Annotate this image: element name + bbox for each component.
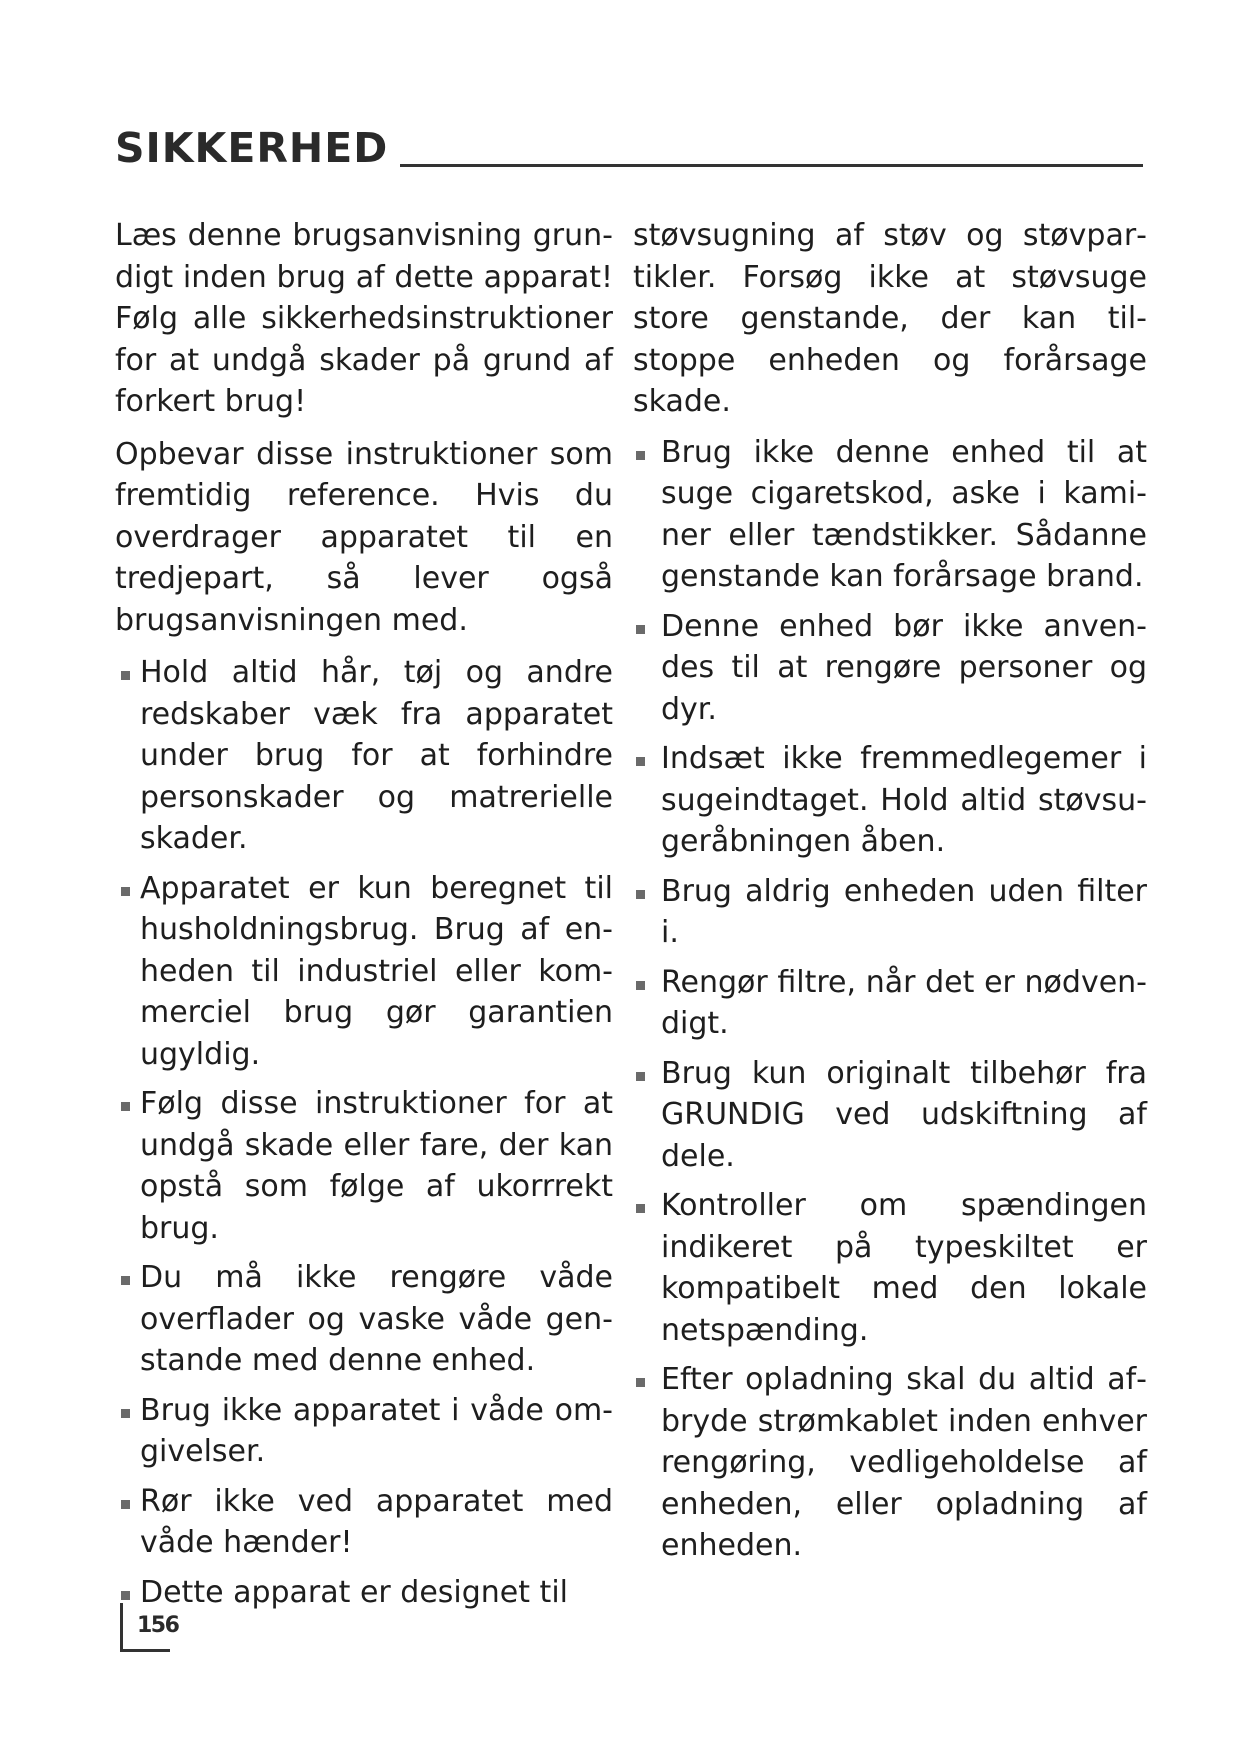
list-item-text: Du må ikke rengøre våde overflader og vaske våde genstande med denne enhed.	[140, 1260, 613, 1378]
list-item-text: Indsæt ikke fremmedlegemer i sugeindtaget. Hold altid støvsugeråbningen åben.	[661, 741, 1147, 859]
list-item	[633, 738, 1147, 863]
list-item	[633, 871, 1147, 954]
page-number: 156	[137, 1613, 179, 1638]
list-item-text: Brug ikke denne enhed til at suge cigaretskod, aske i kaminer eller tændstikker. Sådanne genstande kan forårsage brand.	[661, 434, 1147, 594]
left-column	[115, 215, 613, 1621]
list-item-text: Kontroller om spændingen indikeret på typeskiltet er kompatibelt med den lokale netspænding.	[661, 1188, 1147, 1348]
square-bullet-icon	[121, 1591, 130, 1600]
safety-list	[633, 432, 1147, 1567]
list-item-text: Denne enhed bør ikke anvendes til at rengøre personer og dyr.	[661, 608, 1147, 727]
list-item	[633, 606, 1147, 731]
continuation-text: støvsugning af støv og støvpartikler. Forsøg ikke at støvsuge store genstande, der kan tilstoppe enheden og forårsage skade.	[633, 218, 1147, 419]
list-item	[633, 1185, 1147, 1351]
list-item-text: Dette apparat er designet til	[140, 1574, 568, 1610]
list-item-text: Apparatet er kun beregnet til husholdningsbrug. Brug af enheden til industriel eller kommerciel brug gør garantien ugyldig.	[140, 870, 613, 1072]
list-item	[115, 1481, 613, 1564]
list-item	[115, 1572, 613, 1614]
list-item-text: Brug ikke apparatet i våde omgivelser.	[140, 1392, 613, 1469]
list-item-text: Hold altid hår, tøj og andre redskaber væk fra apparatet under brug for at forhindre personskader og matrerielle skader.	[140, 655, 613, 856]
list-item	[115, 868, 613, 1076]
section-header	[115, 124, 1115, 172]
square-bullet-icon	[636, 1072, 645, 1081]
list-item-text: Brug aldrig enheden uden filter i.	[661, 873, 1147, 950]
square-bullet-icon	[121, 671, 130, 680]
intro-paragraph: Opbevar disse instruktioner som fremtidig reference. Hvis du overdrager apparatet til en tredjepart, så lever også brugsanvisningen med.	[115, 436, 613, 638]
square-bullet-icon	[121, 1102, 130, 1111]
square-bullet-icon	[121, 1409, 130, 1418]
page-title: SIKKERHED	[115, 124, 389, 172]
list-item-text: Efter opladning skal du altid afbryde strømkablet inden enhver rengøring, vedligeholdelse af enheden, eller opladning af enheden.	[661, 1362, 1147, 1563]
square-bullet-icon	[121, 1276, 130, 1285]
list-item	[633, 1359, 1147, 1567]
square-bullet-icon	[121, 887, 130, 896]
square-bullet-icon	[636, 1378, 645, 1387]
list-item	[115, 1257, 613, 1382]
list-item	[633, 1053, 1147, 1178]
square-bullet-icon	[121, 1500, 130, 1509]
list-item	[633, 432, 1147, 598]
square-bullet-icon	[636, 757, 645, 766]
list-item-text: Rengør filtre, når det er nødvendigt.	[661, 964, 1147, 1041]
safety-list	[115, 652, 613, 1613]
list-item-text: Brug kun originalt tilbehør fra GRUNDIG ved udskiftning af dele.	[661, 1055, 1147, 1174]
square-bullet-icon	[636, 625, 645, 634]
list-item	[633, 962, 1147, 1045]
page-number-marker	[120, 1603, 179, 1652]
list-item	[115, 1390, 613, 1473]
list-item	[115, 1083, 613, 1249]
right-column	[633, 215, 1147, 1575]
square-bullet-icon	[636, 890, 645, 899]
title-rule	[400, 164, 1143, 167]
intro-paragraph: Læs denne brugsanvisning grundigt inden brug af dette apparat! Følg alle sikkerhedsinstruktioner for at undgå skader på grund af forkert brug!	[115, 218, 613, 419]
square-bullet-icon	[636, 451, 645, 460]
square-bullet-icon	[636, 981, 645, 990]
list-item	[115, 652, 613, 860]
list-item-text: Rør ikke ved apparatet med våde hænder!	[140, 1483, 613, 1560]
square-bullet-icon	[636, 1204, 645, 1213]
list-item-text: Følg disse instruktioner for at undgå skade eller fare, der kan opstå som følge af ukorrrekt brug.	[140, 1086, 613, 1246]
